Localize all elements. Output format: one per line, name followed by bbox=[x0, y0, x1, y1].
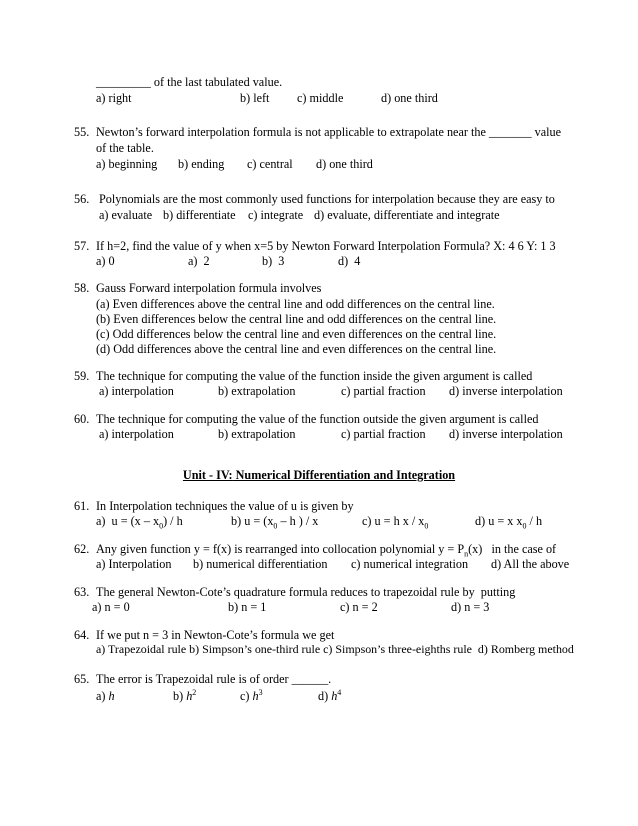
option-label: d) bbox=[318, 689, 329, 703]
option-c: b) 3 bbox=[262, 254, 285, 268]
question-text: If h=2, find the value of y when x=5 by Newton Forward Interpolation Formula? X: 4 6 Y: 1 3 bbox=[96, 239, 556, 253]
q54-continuation bbox=[96, 76, 282, 88]
question-number: 56. bbox=[74, 192, 90, 206]
options-line: a) Trapezoidal rule b) Simpson’s one-third rule c) Simpson’s three-eighths rule d) Romberg method bbox=[96, 642, 574, 656]
option-d: d) All the above bbox=[491, 557, 570, 571]
option-b: b) ending bbox=[178, 157, 225, 171]
option-label: c) bbox=[240, 689, 250, 703]
option-label: b) bbox=[173, 689, 184, 703]
option-a: a) interpolation bbox=[99, 384, 174, 398]
option-d bbox=[475, 514, 543, 531]
question-text: The technique for computing the value of the function inside the given argument is called bbox=[96, 369, 533, 383]
variable-h: h bbox=[108, 689, 115, 703]
subscript: 0 bbox=[522, 521, 527, 531]
option-c: c) numerical integration bbox=[351, 557, 469, 571]
option-d bbox=[318, 687, 342, 703]
option-c: c) integrate bbox=[248, 208, 304, 222]
unit-prefix: Unit - IV: bbox=[182, 468, 233, 482]
exponent: 2 bbox=[192, 687, 197, 697]
option-a bbox=[96, 514, 183, 531]
question-number: 60. bbox=[74, 412, 90, 426]
option-a: a) n = 0 bbox=[92, 600, 130, 614]
question-number: 62. bbox=[74, 542, 90, 556]
option-a-text: a) u = (x – x bbox=[96, 514, 160, 528]
variable-h: h bbox=[331, 689, 338, 703]
option-d: d) n = 3 bbox=[451, 600, 490, 614]
question-number: 65. bbox=[74, 672, 90, 686]
option-d: d) one third bbox=[381, 91, 438, 105]
option-a: a) Interpolation bbox=[96, 557, 172, 571]
subscript: n bbox=[464, 549, 469, 559]
option-label: a) bbox=[96, 689, 106, 703]
option-d-text-end: / h bbox=[526, 514, 543, 528]
option-d: d) evaluate, differentiate and integrate bbox=[314, 208, 500, 222]
option-b: b) left bbox=[240, 91, 270, 105]
option-a: (a) Even differences above the central line and odd differences on the central line. bbox=[96, 297, 495, 311]
question-number: 61. bbox=[74, 499, 90, 513]
option-c bbox=[240, 687, 263, 703]
option-a: a) interpolation bbox=[99, 427, 174, 441]
option-c bbox=[362, 514, 429, 531]
option-d: d) inverse interpolation bbox=[449, 384, 563, 398]
variable-h: h bbox=[252, 689, 259, 703]
option-b: b) differentiate bbox=[163, 208, 236, 222]
option-b: b) n = 1 bbox=[228, 600, 267, 614]
question-text: The technique for computing the value of the function outside the given argument is called bbox=[96, 412, 539, 426]
option-b: (b) Even differences below the central line and odd differences on the central line. bbox=[96, 312, 497, 326]
option-d: (d) Odd differences above the central line and even differences on the central line. bbox=[96, 342, 497, 356]
question-text-start: Any given function y = f(x) is rearranged into collocation polynomial y = P bbox=[96, 542, 465, 556]
question-text: The error is Trapezoidal rule is of order ______. bbox=[96, 672, 332, 686]
option-b: b) numerical differentiation bbox=[193, 557, 328, 571]
option-c: c) n = 2 bbox=[340, 600, 378, 614]
question-number: 55. bbox=[74, 125, 90, 139]
option-c: c) partial fraction bbox=[341, 427, 426, 441]
option-b bbox=[173, 687, 197, 703]
question-text: Gauss Forward interpolation formula involves bbox=[96, 281, 322, 295]
option-d-text: d) u = x x bbox=[475, 514, 523, 528]
option-d: d) inverse interpolation bbox=[449, 427, 563, 441]
subscript: 0 bbox=[424, 521, 429, 531]
question-number: 63. bbox=[74, 585, 90, 599]
question-number: 58. bbox=[74, 281, 90, 295]
question-text: Newton’s forward interpolation formula is not applicable to extrapolate near the _______ value bbox=[96, 125, 562, 139]
question-text: of the last tabulated value. bbox=[153, 75, 283, 89]
option-c: c) central bbox=[247, 157, 293, 171]
subscript: 0 bbox=[273, 521, 278, 531]
question-text-end: (x) in the case of bbox=[468, 542, 557, 556]
option-a: a) beginning bbox=[96, 157, 158, 171]
unit-heading bbox=[0, 469, 638, 481]
question-number: 57. bbox=[74, 239, 90, 253]
option-b-text-end: – h ) / x bbox=[277, 514, 319, 528]
option-c: (c) Odd differences below the central line and even differences on the central line. bbox=[96, 327, 497, 341]
question-number: 64. bbox=[74, 628, 90, 642]
option-c-text: c) u = h x / x bbox=[362, 514, 425, 528]
option-b: b) extrapolation bbox=[218, 427, 296, 441]
question-text: The general Newton-Cote’s quadrature formula reduces to trapezoidal rule by putting bbox=[96, 585, 516, 599]
question-text: In Interpolation techniques the value of u is given by bbox=[96, 499, 354, 513]
option-c: c) partial fraction bbox=[341, 384, 426, 398]
option-d: d) 4 bbox=[338, 254, 361, 268]
option-a: a) 0 bbox=[96, 254, 115, 268]
question-text-continued: of the table. bbox=[96, 141, 154, 155]
option-b bbox=[231, 514, 319, 531]
option-b: a) 2 bbox=[188, 254, 210, 268]
option-a: a) evaluate bbox=[99, 208, 153, 222]
option-a: a) right bbox=[96, 91, 132, 105]
option-a bbox=[96, 690, 115, 702]
exponent: 4 bbox=[337, 687, 342, 697]
subscript: 0 bbox=[159, 521, 164, 531]
question-number: 59. bbox=[74, 369, 90, 383]
question-text: If we put n = 3 in Newton-Cote’s formula we get bbox=[96, 628, 335, 642]
unit-title: Numerical Differentiation and Integration bbox=[232, 468, 456, 482]
question-text bbox=[96, 542, 557, 559]
answer-blank: _________ bbox=[96, 75, 151, 89]
option-c: c) middle bbox=[297, 91, 344, 105]
option-a-text-end: ) / h bbox=[163, 514, 183, 528]
option-d: d) one third bbox=[316, 157, 373, 171]
exponent: 3 bbox=[258, 687, 263, 697]
variable-h: h bbox=[186, 689, 193, 703]
option-b: b) extrapolation bbox=[218, 384, 296, 398]
option-b-text: b) u = (x bbox=[231, 514, 274, 528]
question-text: Polynomials are the most commonly used functions for interpolation because they are easy to bbox=[99, 192, 555, 206]
